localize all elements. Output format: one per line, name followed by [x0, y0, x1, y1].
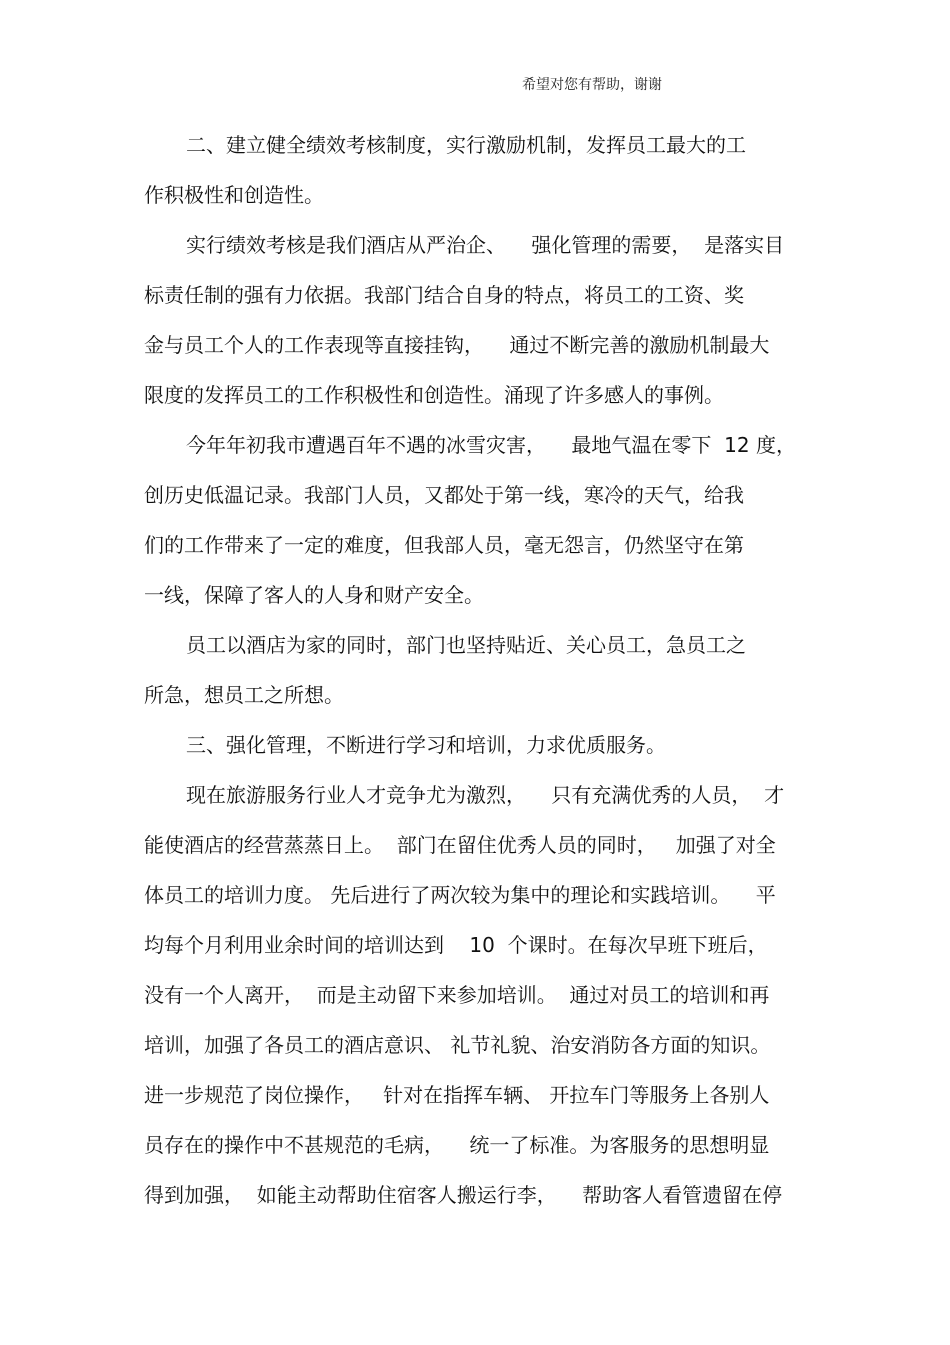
text-line: 今年年初我市遭遇百年不遇的冰雪灾害， 最地气温在零下 12 度， — [186, 433, 796, 457]
text-line: 一线，保障了客人的人身和财产安全。 — [144, 583, 484, 607]
text-line: 所急，想员工之所想。 — [144, 683, 344, 707]
text-line: 培训，加强了各员工的酒店意识、 礼节礼貌、治安消防各方面的知识。 — [144, 1033, 771, 1057]
text-line: 现在旅游服务行业人才竞争尤为激烈， 只有充满优秀的人员， 才 — [186, 783, 785, 807]
page-header: 希望对您有帮助，谢谢 — [522, 77, 662, 93]
text-line: 作积极性和创造性。 — [144, 183, 324, 207]
text-line: 二、建立健全绩效考核制度，实行激励机制，发挥员工最大的工 — [186, 133, 746, 157]
text-line: 标责任制的强有力依据。我部门结合自身的特点，将员工的工资、奖 — [144, 283, 744, 307]
text-line: 进一步规范了岗位操作， 针对在指挥车辆、 开拉车门等服务上各别人 — [144, 1083, 770, 1107]
text-line: 实行绩效考核是我们酒店从严治企、 强化管理的需要， 是落实目 — [186, 233, 785, 257]
text-line: 得到加强， 如能主动帮助住宿客人搬运行李， 帮助客人看管遗留在停 — [144, 1183, 783, 1207]
text-line: 员工以酒店为家的同时，部门也坚持贴近、关心员工，急员工之 — [186, 633, 746, 657]
text-line: 三、强化管理，不断进行学习和培训，力求优质服务。 — [186, 733, 666, 757]
text-line: 限度的发挥员工的工作积极性和创造性。涌现了许多感人的事例。 — [144, 383, 724, 407]
text-line: 创历史低温记录。我部门人员，又都处于第一线，寒冷的天气，给我 — [144, 483, 744, 507]
text-line: 均每个月利用业余时间的培训达到 10 个课时。在每次早班下班后， — [144, 933, 768, 957]
text-line: 员存在的操作中不甚规范的毛病， 统一了标准。为客服务的思想明显 — [144, 1133, 770, 1157]
text-line: 们的工作带来了一定的难度，但我部人员，毫无怨言，仍然坚守在第 — [144, 533, 744, 557]
text-line: 体员工的培训力度。 先后进行了两次较为集中的理论和实践培训。 平 — [144, 883, 776, 907]
text-line: 没有一个人离开， 而是主动留下来参加培训。 通过对员工的培训和再 — [144, 983, 770, 1007]
text-line: 能使酒店的经营蒸蒸日上。 部门在留住优秀人员的同时， 加强了对全 — [144, 833, 776, 857]
text-line: 金与员工个人的工作表现等直接挂钩， 通过不断完善的激励机制最大 — [144, 333, 770, 357]
